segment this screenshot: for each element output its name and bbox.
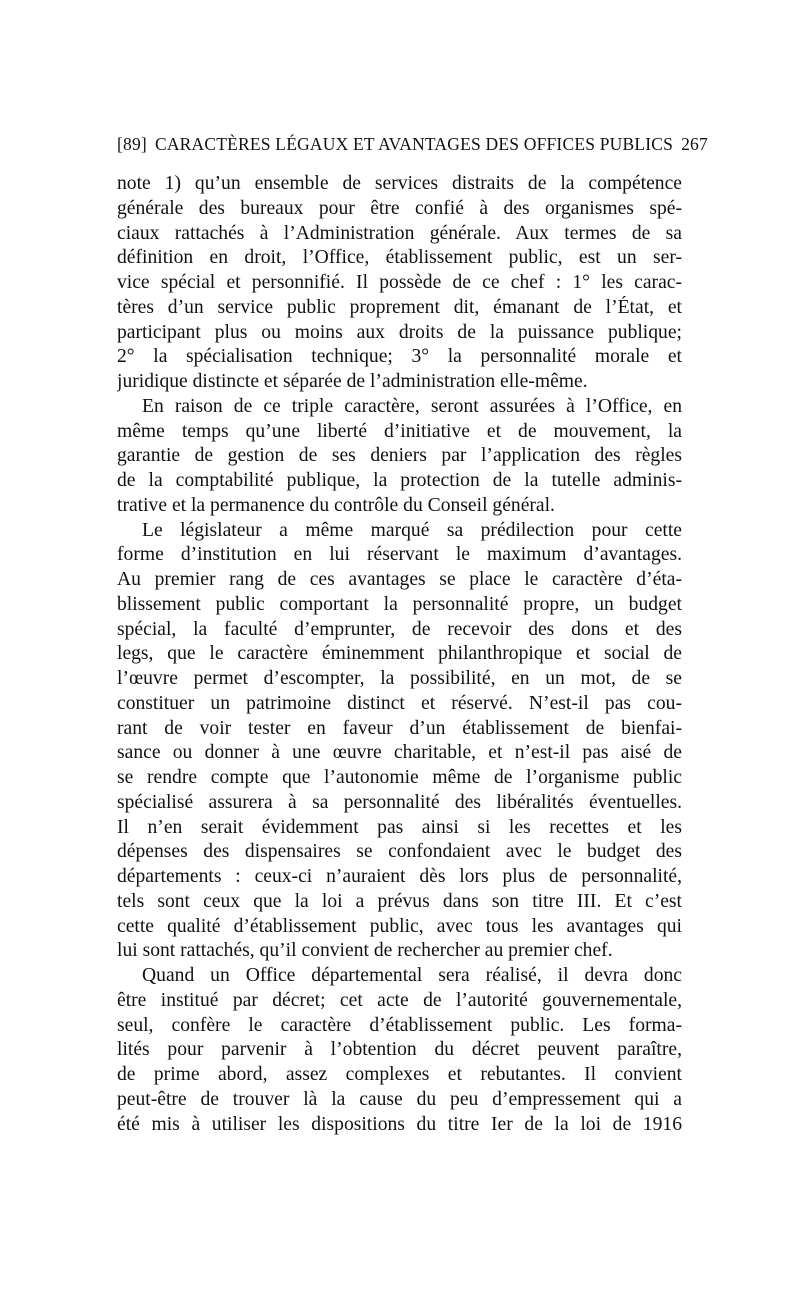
text-line: lui sont rattachés, qu’il convient de rechercher au premier chef. bbox=[117, 940, 613, 962]
text-line: Quand un Office départemental sera réalisé, il devra donc bbox=[142, 965, 682, 986]
text-line: générale des bureaux pour être confié à des organismes spé- bbox=[117, 197, 682, 219]
text-line: note 1) qu’un ensemble de services distraits de la compétence bbox=[117, 173, 682, 194]
text-line: 2° la spécialisation technique; 3° la personnalité morale et bbox=[117, 346, 682, 368]
text-line: peut-être de trouver là la cause du peu d’empressement qui a bbox=[117, 1088, 682, 1110]
text-line: garantie de gestion de ses deniers par l’application des règles bbox=[117, 445, 682, 467]
text-line: rant de voir tester en faveur d’un établissement de bienfai- bbox=[117, 717, 682, 739]
text-line: vice spécial et personnifié. Il possède de ce chef : 1° les carac- bbox=[117, 272, 682, 293]
page-number: 267 bbox=[681, 134, 708, 154]
text-line: En raison de ce triple caractère, seront assurées à l’Office, en bbox=[142, 395, 682, 417]
text-line: même temps qu’une liberté d’initiative et de mouvement, la bbox=[117, 420, 682, 442]
text-line: définition en droit, l’Office, établissement public, est un ser- bbox=[117, 247, 682, 269]
text-line: être institué par décret; cet acte de l’autorité gouvernementale, bbox=[117, 989, 682, 1011]
text-line: Il n’en serait évidemment pas ainsi si les recettes et les bbox=[117, 816, 682, 838]
text-line: spécial, la faculté d’emprunter, de recevoir des dons et des bbox=[117, 618, 682, 640]
text-line: lités pour parvenir à l’obtention du décret peuvent paraître, bbox=[117, 1039, 682, 1061]
body-text bbox=[117, 172, 682, 1137]
text-line: spécialisé assurera à sa personnalité des libéralités éventuelles. bbox=[117, 791, 682, 813]
text-line: dépenses des dispensaires se confondaient avec le budget des bbox=[117, 841, 682, 863]
text-line: se rendre compte que l’autonomie même de l’organisme public bbox=[117, 767, 682, 788]
text-line: Le législateur a même marqué sa prédilection pour cette bbox=[142, 519, 682, 541]
text-line: tels sont ceux que la loi a prévus dans son titre III. Et c’est bbox=[117, 890, 682, 912]
running-head-title: CARACTÈRES LÉGAUX ET AVANTAGES DES OFFICES PUBLICS bbox=[154, 134, 674, 154]
text-line: participant plus ou moins aux droits de la puissance publique; bbox=[117, 321, 682, 343]
text-line: seul, confère le caractère d’établissement public. Les forma- bbox=[117, 1014, 682, 1036]
text-line: Au premier rang de ces avantages se place le caractère d’éta- bbox=[117, 569, 682, 590]
text-line: de la comptabilité publique, la protection de la tutelle adminis- bbox=[117, 470, 682, 491]
text-line: forme d’institution en lui réservant le maximum d’avantages. bbox=[117, 544, 682, 566]
text-line: tères d’un service public proprement dit, émanant de l’État, et bbox=[117, 296, 682, 318]
text-line: cette qualité d’établissement public, avec tous les avantages qui bbox=[117, 915, 682, 937]
text-line: legs, que le caractère éminemment philanthropique et social de bbox=[117, 643, 682, 665]
text-line: l’œuvre permet d’escompter, la possibilité, en un mot, de se bbox=[117, 668, 682, 689]
text-line: blissement public comportant la personnalité propre, un budget bbox=[117, 593, 682, 615]
running-head bbox=[117, 134, 708, 162]
text-line: constituer un patrimoine distinct et réservé. N’est-il pas cou- bbox=[117, 692, 682, 714]
text-line: trative et la permanence du contrôle du Conseil général. bbox=[117, 494, 555, 516]
text-line: départements : ceux-ci n’auraient dès lors plus de personnalité, bbox=[117, 866, 682, 887]
text-line: été mis à utiliser les dispositions du titre Ier de la loi de 1916 bbox=[117, 1113, 682, 1135]
text-line: de prime abord, assez complexes et rebutantes. Il convient bbox=[117, 1064, 682, 1085]
text-line: ciaux rattachés à l’Administration générale. Aux termes de sa bbox=[117, 222, 682, 244]
section-number: [89] bbox=[117, 134, 147, 154]
text-line: sance ou donner à une œuvre charitable, et n’est-il pas aisé de bbox=[117, 742, 682, 764]
text-line: juridique distincte et séparée de l’administration elle-même. bbox=[117, 371, 588, 392]
